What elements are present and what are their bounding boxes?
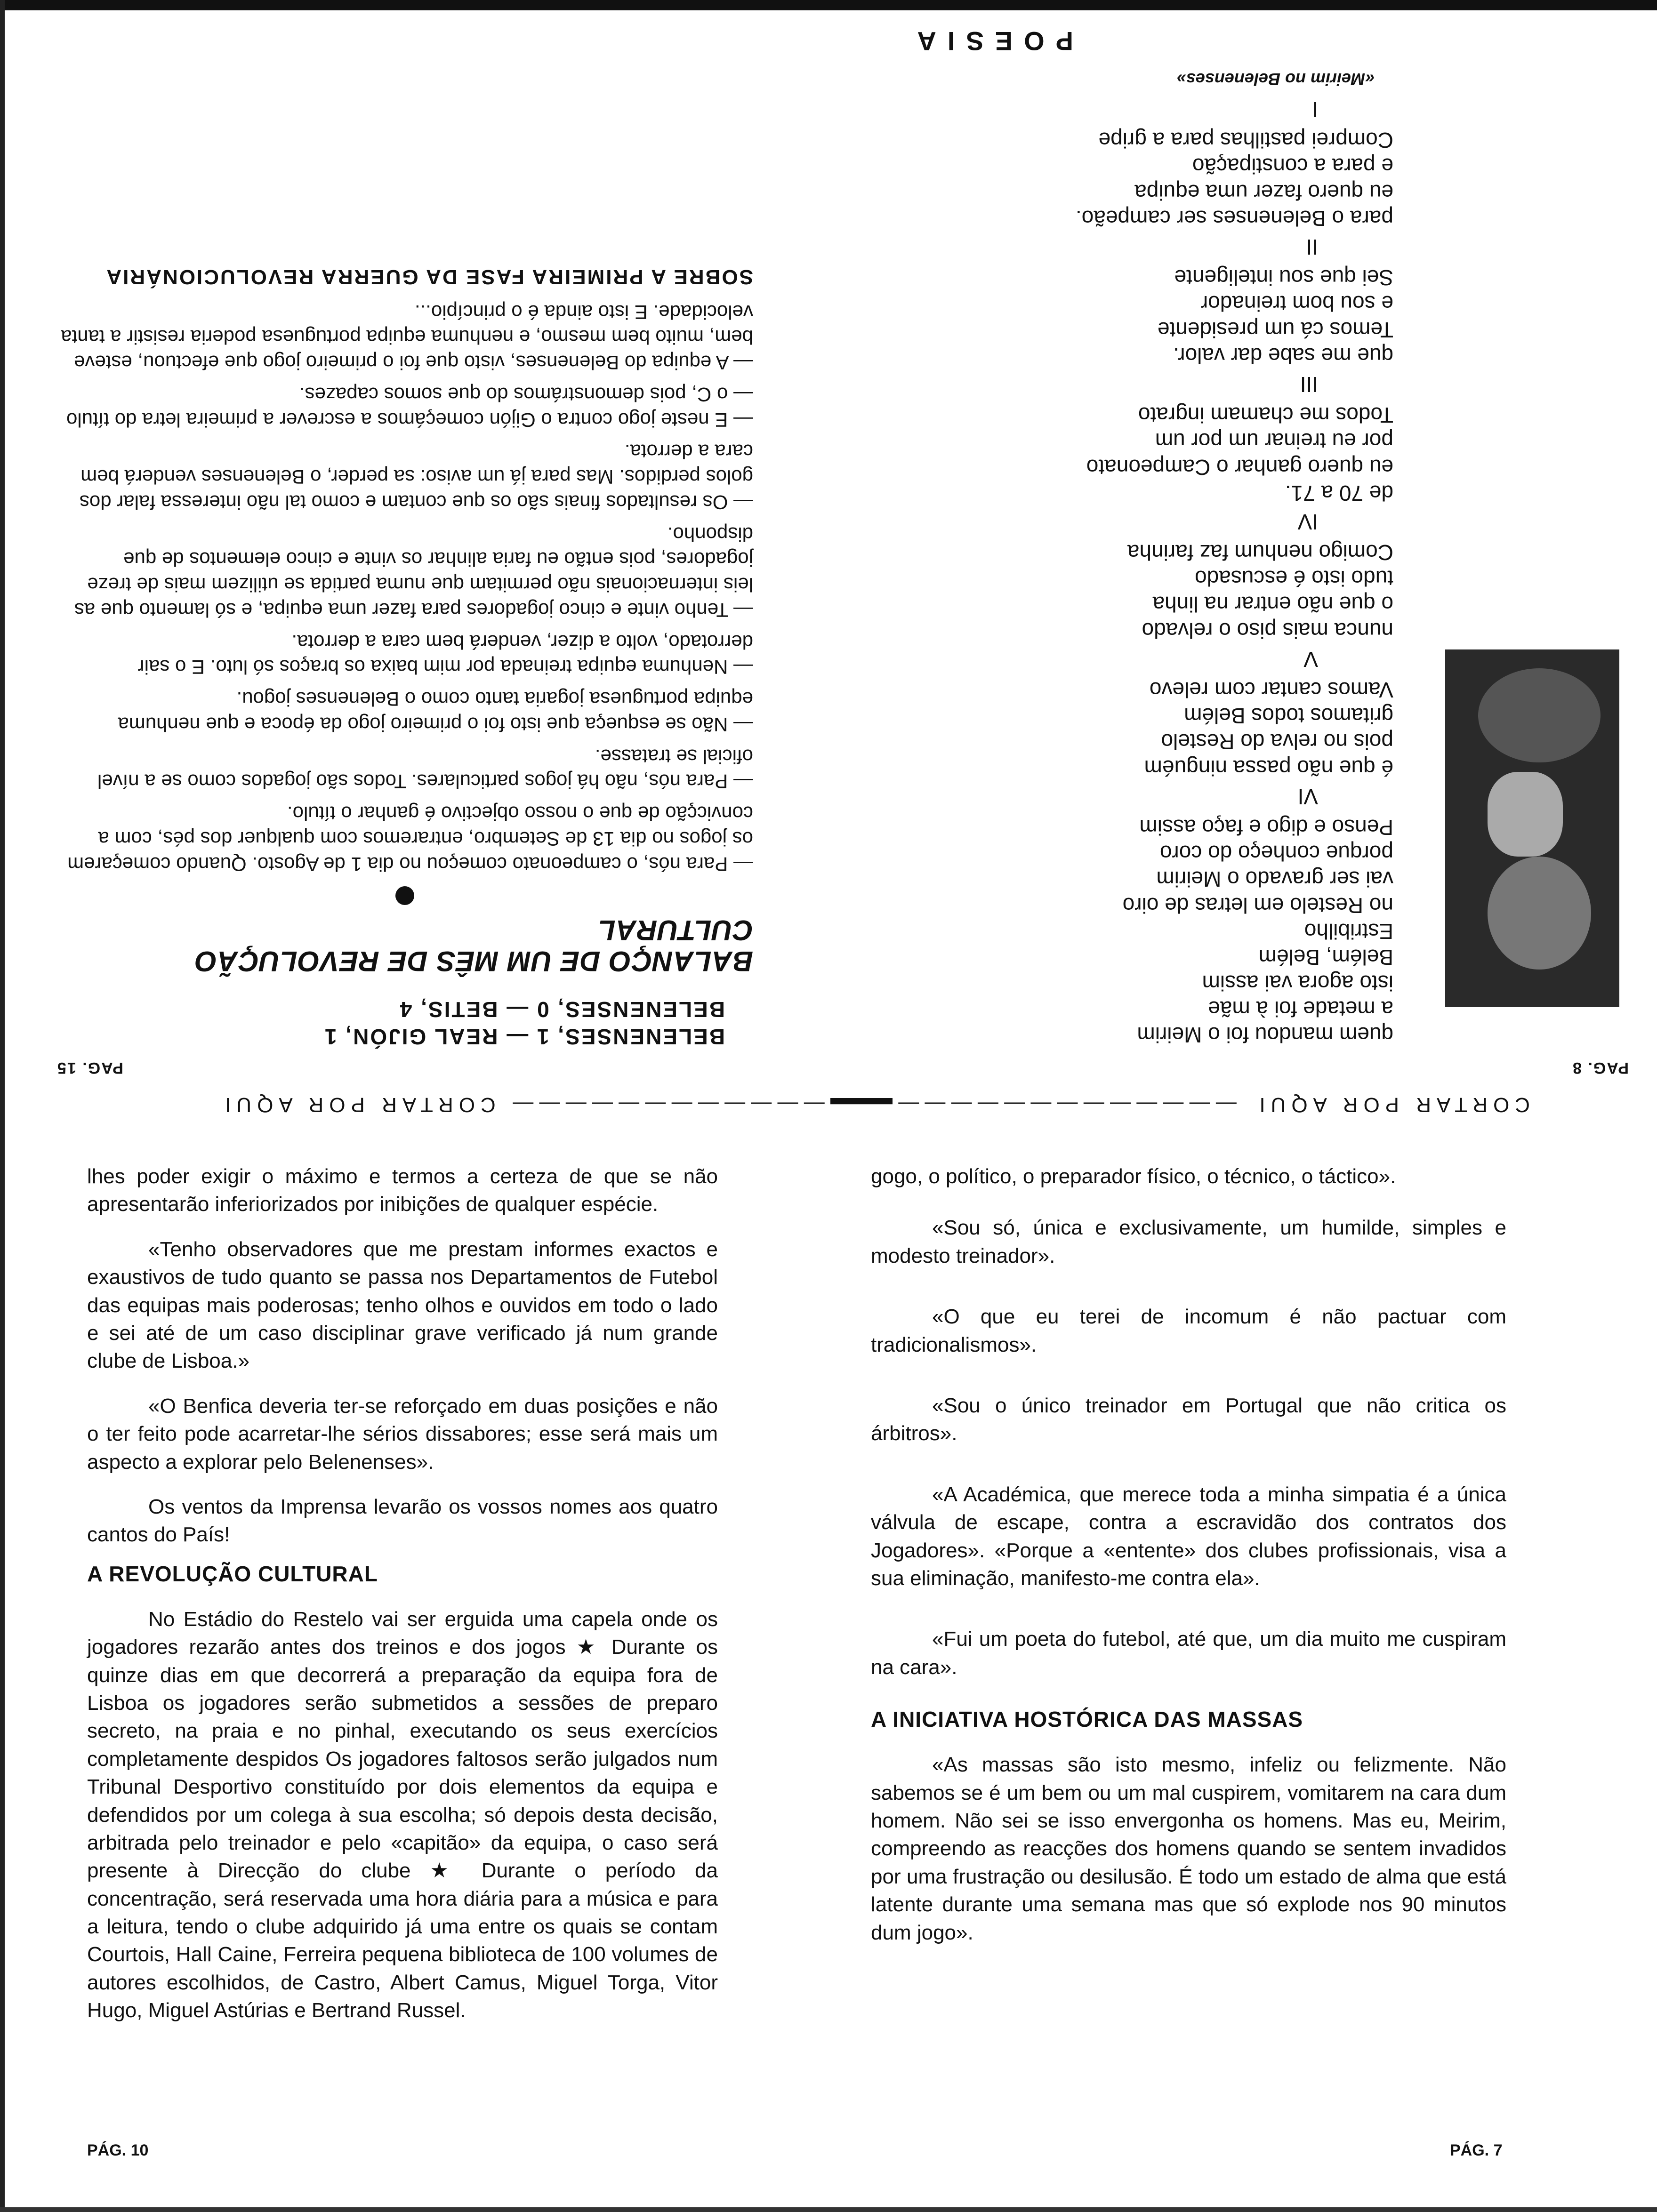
stanza-number: I (1312, 97, 1318, 122)
paragraph: — Nenhuma equipa treinada por mim baixa os braços só luto. E o sair derrotado, volto a dizer, venderá bem cara a derrota. (137, 631, 753, 679)
top-edge-bar (0, 0, 1657, 10)
score-line: BELENENSES, 0 — BETIS, 4 (398, 997, 725, 1022)
paragraph: — A equipa do Belenenses, visto que foi o primeiro jogo que efectuou, esteve bem, muito bem mesmo, e nenhuma equipa portuguesa poderia resistir a tanta velocidade. E isto ainda é o princípio... (61, 301, 753, 374)
paragraph: «O Benfica deveria ter-se reforçado em duas posições e não o ter feito pode acarretar-lhe sérios dissabores; esse será mais um aspecto a explorar pelo Belenenses». (87, 1394, 718, 1474)
poem-line: porque conheço do coro (1159, 841, 1393, 866)
paragraph: «Tenho observadores que me prestam informes exactos e exaustivos de tudo quanto se passa nos Departamentos de Futebol das equipas mais poderosas; tenho olhos e ouvidos em todo o lado e sei até de um caso disciplinar grave verificado já num grande clube de Lisboa.» (87, 1237, 718, 1373)
poem-line: pois no relva do Restelo (1161, 729, 1393, 754)
poem-line: por eu treinar um por um (1155, 429, 1393, 454)
page-10-column (87, 1162, 718, 2042)
poem-line: tudo isto é escusado (1195, 566, 1393, 591)
paragraph: lhes poder exigir o máximo e termos a certeza de que se não apresentarão inferiorizados por inibições de qualquer espécie. (87, 1165, 718, 1216)
poem-line: no Restelo em letras de oiro (1122, 893, 1393, 918)
paragraph: «Fui um poeta do futebol, até que, um dia muito me cuspiram na cara». (871, 1627, 1506, 1679)
paragraph: «A Académica, que merece toda a minha simpatia é a única válvula de escape, contra a escravidão dos contratos dos Jogadores». «Porque a «entente» dos clubes profissionais, visa a sua eliminação, manifesto-me contra ela». (871, 1483, 1506, 1590)
article-body: No Estádio do Restelo vai ser erguida uma capela onde os jogadores rezarão antes dos treinos e dos jogos ★ Durante os quinze dias em que decorrerá a preparação da equipa fora de Lisboa os jogadores serão submetidos a sessões de preparo secreto, na praia e no pinhal, executando os seus exercícios completamente despidos Os jogadores faltosos serão julgados num Tribunal Desportivo constituído por dois elementos da equipa e defendidos por um colega à sua escolha; só depois desta decisão, arbitrada pelo treinador e pelo «capitão» da equipa, o caso será presente à Direcção do clube ★ Durante o período da concentração, será reservada uma hora diária para a música e para a leitura, tendo o clube adquirido já uma entre os quais se contam Courtois, Hall Caine, Ferreira pequena biblioteca de 100 volumes de autores escolhidos, de Castro, Albert Camus, Miguel Torga, Vitor Hugo, Miguel Astúrias e Bertrand Russel. (87, 1607, 718, 2022)
bullet-dot (395, 886, 414, 905)
article-body (56, 299, 753, 877)
refrain-line: a metade foi à mãe (1208, 997, 1393, 1022)
section-heading: SOBRE A PRIMEIRA FASE DA GUERRA REVOLUCIONÁRIA (105, 265, 753, 289)
refrain-line: isto agora vai assim (1202, 971, 1393, 996)
bottom-edge-bar (0, 2207, 1657, 2212)
poem-line: nunca mais piso o relvado (1142, 618, 1393, 643)
cut-label: CORTAR POR AQUI (1254, 1093, 1530, 1116)
poem-line: e sou bom treinador (1200, 291, 1393, 316)
refrain-label: Estribilho (1304, 919, 1393, 944)
paragraph: gogo, o político, o preparador físico, o técnico, o táctico». (871, 1165, 1396, 1188)
stanza-number: II (1306, 235, 1318, 260)
paragraph: «Sou o único treinador em Portugal que não critica os árbitros». (871, 1394, 1506, 1445)
cut-label: CORTAR POR AQUI (219, 1093, 496, 1116)
upside-down-section (0, 28, 1657, 1078)
poem-line: Vamos cantar com relevo (1149, 678, 1393, 703)
stanza-number: VI (1297, 784, 1318, 809)
page-8-column (906, 24, 1629, 1078)
paragraph: «O que eu terei de incomum é não pactuar com tradicionalismos». (871, 1305, 1506, 1356)
section-heading: A REVOLUÇÃO CULTURAL (87, 1561, 378, 1586)
poem-line: para o Belenenses ser campeão. (1075, 206, 1393, 231)
photo (1445, 649, 1619, 1007)
paragraph: — Para nós, não há jogos particulares. Todos são jogados como se a nível oficial se tratasse. (97, 745, 753, 793)
section-heading: A INICIATIVA HOSTÓRICA DAS MASSAS (871, 1707, 1303, 1732)
poem-line: Comprei pastilhas para a gripe (1098, 128, 1393, 153)
poem-line: é que não passa ninguém (1144, 755, 1393, 780)
paragraph: — Não se esqueça que isto foi o primeiro jogo da época e que nenhuma equipa portuguesa jogaria tanto como o Belenenses jogou. (118, 688, 753, 736)
paragraph: Os ventos da Imprensa levarão os vossos nomes aos quatro cantos do País! (87, 1495, 718, 1547)
poem-line: eu quero fazer uma equipa (1134, 180, 1393, 205)
poem-line: Todos me chamam ingrato (1138, 403, 1393, 428)
poem-line: o que não entrar na linha (1152, 592, 1393, 617)
paragraph: — Tenho vinte e cinco jogadores para fazer uma equipa, e só lamento que as leis internacionais não permitam que numa partida se utilizem mais de treze jogadores, pois então eu faria alinhar os vinte e cinco elementos de que disponho. (74, 523, 753, 621)
poem-line: gritamos todos Belém (1184, 704, 1393, 729)
score-line: BELENENSES, 1 — REAL GIJÓN, 1 (323, 1025, 725, 1050)
article-body: «As massas são isto mesmo, infeliz ou felizmente. Não sabemos se é um bem ou um mal cuspirem, vomitarem na cara dum homem. Não sei se isso envergonha os homens. Mas eu, Meirim, compreendo as reacções dos homens quando se sentem invadidos por uma frustração ou desilusão. É todo um estado de alma que está latente durante uma semana mas que só explode nos 90 minutos dum jogo». (871, 1753, 1506, 1944)
page-7-column (871, 1162, 1506, 1964)
poem-line: Penso e digo e faço assim (1139, 815, 1393, 840)
paragraph: — E neste jogo contra o Gijón começámos a escrever a primeira letra do título — o C, pois demonstrámos do que somos capazes. (66, 383, 753, 431)
poem-title: «Meirim no Belenenses» (1176, 69, 1375, 89)
stanza-number: V (1303, 647, 1318, 672)
poem-line: e para a constipação (1192, 154, 1393, 179)
poem-line: de 70 a 71. (1285, 481, 1393, 505)
page-7-number: PÁG. 7 (1450, 2141, 1503, 2159)
paragraph: — Os resultados finais são os que contam e como tal não interessa falar dos golos perdidos. Mas para já um aviso: sa perder, o Belenenses venderá bem cara a derrota. (79, 441, 753, 513)
page-15-number: PAG. 15 (56, 1059, 123, 1077)
poem-line: vai ser gravado o Meirim (1156, 867, 1393, 892)
paragraph: — Para nós, o campeonato começou no dia 1 de Agosto. Quando começarem os jogos no dia 13 de Setembro, entraremos com qualquer dos pés, com a convicção de que o nosso objectivo é ganhar o título. (67, 802, 753, 875)
stanza-number: III (1300, 372, 1318, 397)
score-list (56, 995, 725, 1051)
paragraph: «Sou só, única e exclusivamente, um humilde, simples e modesto treinador». (871, 1216, 1506, 1267)
poem-line: Comigo nenhum faz farinha (1127, 540, 1393, 565)
page-15-headline: BALANÇO DE UM MÊS DE REVOLUÇÃO CULTURAL (194, 914, 753, 977)
refrain-line: quem mandou foi o Meirim (1137, 1023, 1393, 1048)
poetry-section-label: POESIA (906, 26, 1073, 56)
poem-line: eu quero ganhar o Campeonato (1086, 455, 1393, 480)
poem-line: que me sabe dar valor. (1173, 343, 1393, 368)
page-10-number: PÁG. 10 (87, 2141, 149, 2159)
page-15-column (56, 255, 753, 1078)
page-8-number: PAG. 8 (1572, 1059, 1629, 1077)
poem (923, 68, 1393, 1048)
refrain-line: Belém, Belém (1258, 945, 1393, 970)
poem-line: Sei que sou inteligente (1174, 265, 1393, 290)
stanza-number: IV (1297, 509, 1318, 534)
cut-line: CORTAR POR AQUI — — — — — — — — — — — — — ▬▬▬ — — — — — — — — — — — — CORTAR POR AQUI (219, 1093, 1530, 1116)
poem-line: Temos cá um presidente (1157, 317, 1393, 342)
